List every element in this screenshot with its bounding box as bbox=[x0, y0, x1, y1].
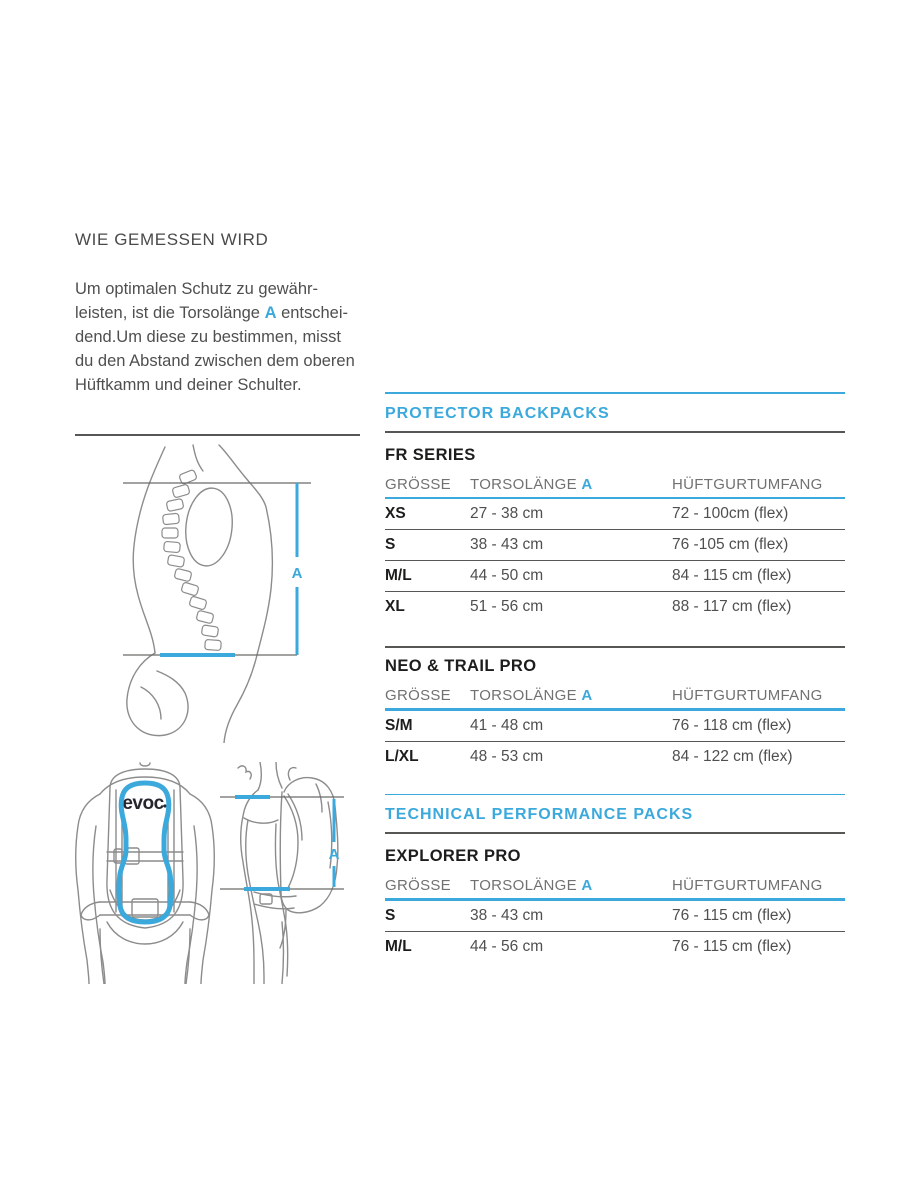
column-header-size: GRÖSSE bbox=[385, 687, 451, 704]
hose-loop bbox=[288, 768, 296, 780]
backpack-side-diagram bbox=[220, 762, 360, 984]
table-title-fr-series: FR SERIES bbox=[385, 445, 476, 464]
side-measurement-lines bbox=[220, 797, 344, 889]
intro-line-1: Um optimalen Schutz zu gewähr- bbox=[75, 280, 319, 298]
mid-strap bbox=[107, 852, 183, 861]
torso-accent-label: A bbox=[581, 877, 593, 894]
table-row bbox=[385, 711, 845, 742]
backpack-front-diagram bbox=[70, 762, 220, 984]
torso-cell: 51 - 56 cm bbox=[470, 598, 544, 615]
pack-front-edge bbox=[280, 792, 282, 892]
hip-cell: 88 - 117 cm (flex) bbox=[672, 598, 792, 615]
torso-cell: 41 - 48 cm bbox=[470, 716, 544, 734]
category-bottom-rule bbox=[385, 832, 845, 834]
category-top-rule bbox=[385, 794, 845, 796]
spine-measure-label: A bbox=[291, 565, 303, 582]
size-cell: S bbox=[385, 906, 396, 924]
right-arm-outer bbox=[190, 794, 214, 984]
table-row bbox=[385, 561, 845, 592]
table-body-explorer bbox=[385, 901, 845, 962]
body-waist-curve bbox=[107, 922, 183, 944]
hip-cell: 76 -105 cm (flex) bbox=[672, 536, 789, 553]
table-row bbox=[385, 592, 845, 622]
pack-zip-line bbox=[316, 784, 322, 812]
column-header-torso: TORSOLÄNGE A bbox=[470, 687, 593, 704]
waist-belt bbox=[100, 902, 190, 915]
table-body-neo bbox=[385, 711, 845, 772]
hair-squiggle bbox=[238, 766, 251, 779]
category-bottom-rule bbox=[385, 431, 845, 433]
spine-vertebrae bbox=[162, 469, 221, 650]
torso-cell: 44 - 56 cm bbox=[470, 937, 544, 955]
body-back-outline bbox=[133, 447, 165, 653]
hip-cell: 76 - 118 cm (flex) bbox=[672, 716, 792, 734]
category-top-rule bbox=[385, 392, 845, 394]
table-row bbox=[385, 742, 845, 772]
neck-front-line bbox=[193, 445, 203, 471]
torso-cell: 38 - 43 cm bbox=[470, 536, 544, 553]
left-divider-rule bbox=[75, 434, 360, 436]
side-measure-label: A bbox=[328, 846, 340, 863]
column-header-torso: TORSOLÄNGE A bbox=[470, 877, 593, 894]
body-hip-outline bbox=[127, 653, 188, 736]
spine-measurement-diagram bbox=[75, 443, 360, 743]
hip-cell: 72 - 100cm (flex) bbox=[672, 505, 789, 522]
left-arm-outer bbox=[76, 794, 100, 984]
hip-lines bbox=[100, 929, 190, 984]
column-header-hip: HÜFTGURTUMFANG bbox=[672, 687, 823, 704]
torso-cell: 38 - 43 cm bbox=[470, 906, 544, 924]
neck-back bbox=[276, 762, 282, 788]
table-title-neo-trail-pro: NEO & TRAIL PRO bbox=[385, 657, 537, 675]
table-header-fr bbox=[385, 476, 845, 493]
table-body-fr bbox=[385, 499, 845, 622]
size-cell: S bbox=[385, 536, 396, 553]
table-row bbox=[385, 932, 845, 962]
category-technical-performance-packs: TECHNICAL PERFORMANCE PACKS bbox=[385, 806, 694, 823]
size-cell: M/L bbox=[385, 567, 412, 584]
section-separator-rule bbox=[385, 646, 845, 648]
pelvis-line bbox=[141, 687, 161, 719]
size-cell: M/L bbox=[385, 937, 412, 955]
table-header-neo bbox=[385, 687, 845, 704]
torso-length-accent: A bbox=[264, 304, 277, 322]
intro-heading: WIE GEMESSEN WIRD bbox=[75, 230, 269, 249]
size-cell: S/M bbox=[385, 716, 413, 734]
size-cell: XS bbox=[385, 505, 406, 522]
size-tables-column bbox=[385, 392, 845, 962]
column-header-size: GRÖSSE bbox=[385, 877, 451, 894]
table-header-explorer bbox=[385, 877, 845, 894]
left-arm-inner bbox=[93, 826, 105, 984]
intro-line-5: Hüftkamm und deiner Schulter. bbox=[75, 376, 302, 394]
column-header-torso: TORSOLÄNGE A bbox=[470, 475, 593, 493]
waist-belt-left-wing bbox=[81, 902, 100, 920]
table-row bbox=[385, 901, 845, 932]
body-front-outline bbox=[219, 445, 272, 743]
torso-cell: 48 - 53 cm bbox=[470, 747, 544, 765]
intro-line-2-pre: leisten, ist die Torsolänge bbox=[75, 304, 265, 322]
pack-handle bbox=[140, 763, 150, 766]
hip-cell: 84 - 122 cm (flex) bbox=[672, 747, 793, 765]
ribcage-oval bbox=[182, 486, 236, 568]
column-header-size: GRÖSSE bbox=[385, 475, 451, 493]
waist-belt-right-wing bbox=[190, 902, 209, 920]
right-arm-inner bbox=[185, 826, 197, 984]
leg-back-line bbox=[282, 922, 284, 984]
intro-line-4: du den Abstand zwischen dem oberen bbox=[75, 352, 355, 370]
sleeve-seam bbox=[244, 818, 278, 823]
hip-cell: 76 - 115 cm (flex) bbox=[672, 937, 792, 955]
column-header-hip: HÜFTGURTUMFANG bbox=[672, 877, 823, 894]
torso-accent-label: A bbox=[581, 687, 593, 704]
hip-cell: 84 - 115 cm (flex) bbox=[672, 567, 792, 584]
intro-line-2-post: entschei- bbox=[276, 304, 349, 322]
torso-cell: 27 - 38 cm bbox=[470, 505, 544, 522]
neck-front bbox=[258, 762, 261, 790]
category-protector-backpacks: PROTECTOR BACKPACKS bbox=[385, 404, 610, 422]
size-cell: XL bbox=[385, 598, 405, 615]
column-header-hip: HÜFTGURTUMFANG bbox=[672, 475, 823, 493]
torso-accent-label: A bbox=[581, 475, 593, 493]
hip-cell: 76 - 115 cm (flex) bbox=[672, 906, 792, 924]
shoulder-strap-inner bbox=[288, 794, 302, 840]
table-title-explorer-pro: EXPLORER PRO bbox=[385, 847, 521, 865]
intro-line-3: dend.Um diese zu bestimmen, misst bbox=[75, 328, 341, 346]
torso-cell: 44 - 50 cm bbox=[470, 567, 544, 584]
intro-paragraph bbox=[75, 277, 385, 397]
logo-trademark-dot bbox=[163, 804, 166, 807]
size-cell: L/XL bbox=[385, 747, 419, 765]
table-row bbox=[385, 530, 845, 561]
arm-front-line bbox=[246, 820, 264, 984]
evoc-logo: evoc bbox=[122, 793, 164, 814]
table-row bbox=[385, 499, 845, 530]
